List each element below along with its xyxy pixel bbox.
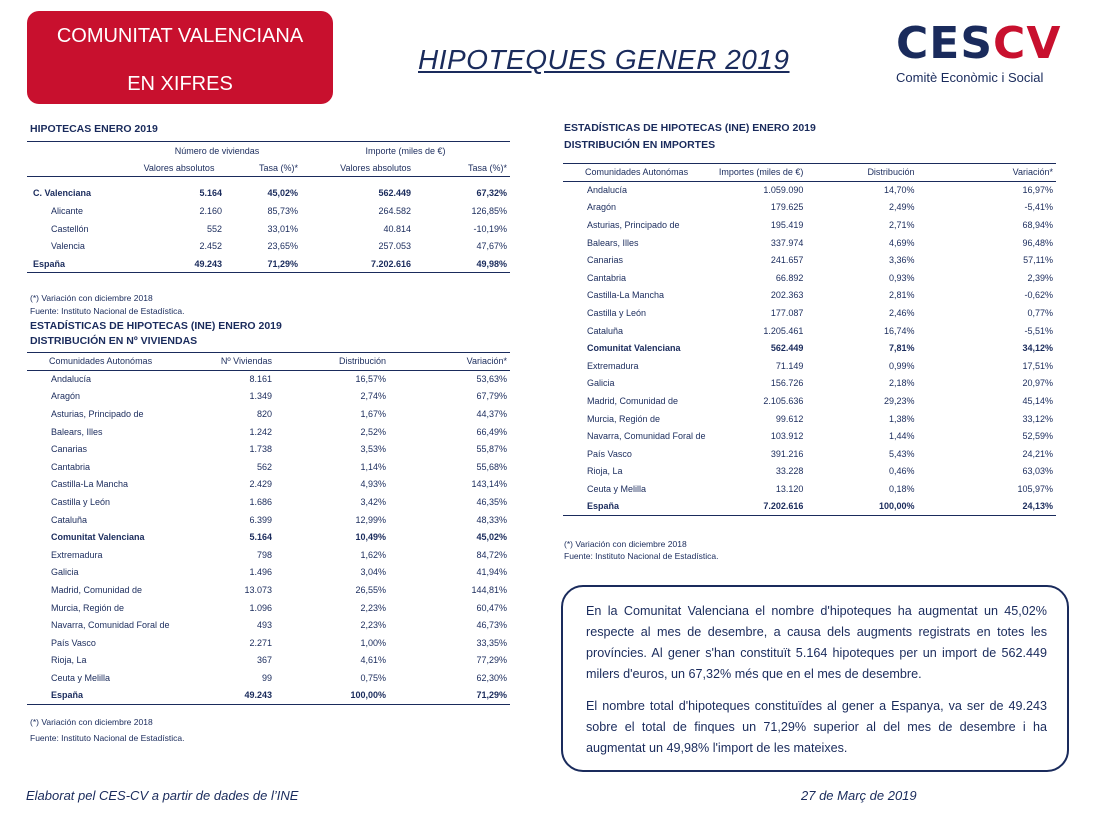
- table-cell: 29,23%: [883, 396, 915, 407]
- region-badge: [27, 11, 333, 104]
- table-cell: 33.228: [775, 466, 804, 477]
- hipotecas-table: [27, 141, 510, 273]
- table-cell: 33,35%: [476, 637, 507, 648]
- summary-paragraph-1: En la Comunitat Valenciana el nombre d'hipoteques ha augmentat un 45,02% respecte al mes de desembre, a causa dels augments registrats en totes les províncies. Al gener s'han constituït 5.164 hipoteques per un import de 562.449 milers d'euros, un 67,32% més que en el mes de desembre.: [586, 604, 1047, 681]
- badge-line2: EN XIFRES: [127, 73, 233, 95]
- row-label: Asturias, Principado de: [587, 220, 680, 231]
- table-cell: 85,73%: [267, 206, 298, 217]
- table2-col-header: [27, 353, 510, 371]
- table-row: [563, 427, 1056, 445]
- table-row: [563, 181, 1056, 199]
- col-header: Comunidades Autonómas: [563, 164, 716, 182]
- table-cell: 2.105.636: [763, 396, 804, 407]
- row-label: Ceuta y Melilla: [51, 672, 111, 683]
- table-cell: 5,43%: [888, 448, 915, 459]
- row-label: País Vasco: [587, 448, 632, 459]
- table1-note: (*) Variación con diciembre 2018: [30, 293, 153, 303]
- col-header: Variación*: [389, 353, 510, 371]
- table-cell: 26,55%: [355, 585, 386, 596]
- table-cell: 144,81%: [471, 585, 507, 596]
- table-cell: 34,12%: [1022, 343, 1053, 354]
- table-cell: 1,62%: [360, 549, 386, 560]
- table-cell: 820: [256, 409, 272, 420]
- table-cell: 71,29%: [389, 687, 510, 705]
- table-cell: 1,00%: [360, 637, 386, 648]
- table-cell: 20,97%: [1022, 378, 1053, 389]
- table-cell: 48,33%: [476, 514, 507, 525]
- table3-col-header: [563, 164, 1056, 182]
- row-label: Navarra, Comunidad Foral de: [51, 620, 170, 631]
- table-row: [563, 445, 1056, 463]
- table-cell: 1,14%: [360, 461, 386, 472]
- row-label: Cataluña: [51, 514, 88, 525]
- row-label: Castellón: [51, 223, 89, 234]
- table-row: [27, 255, 510, 273]
- table-cell: 1,44%: [888, 431, 915, 442]
- table-cell: 1.738: [249, 444, 272, 455]
- table-cell: 14,70%: [883, 185, 915, 196]
- table-cell: 1.349: [249, 391, 272, 402]
- table-cell: 2,46%: [888, 308, 915, 319]
- table-cell: 2.160: [199, 206, 222, 217]
- table2-title: ESTADÍSTICAS DE HIPOTECAS (INE) ENERO 2019: [30, 320, 282, 332]
- table-cell: 41,94%: [476, 567, 507, 578]
- row-label: Comunitat Valenciana: [587, 343, 681, 354]
- table-row: [27, 634, 510, 652]
- col-header: Valores absolutos: [301, 159, 414, 177]
- table-cell: 4,93%: [360, 479, 386, 490]
- table-cell: 1.242: [249, 426, 272, 437]
- table-row: [563, 357, 1056, 375]
- table-cell: 3,53%: [360, 444, 386, 455]
- table-row: [27, 493, 510, 511]
- table-cell: 257.053: [378, 241, 411, 252]
- table-cell: 2,23%: [360, 602, 386, 613]
- table-cell: 1,38%: [888, 413, 915, 424]
- table-cell: 2.429: [249, 479, 272, 490]
- row-label: España: [27, 255, 133, 273]
- table-cell: 195.419: [770, 220, 804, 231]
- table-cell: 13.120: [775, 483, 804, 494]
- table-cell: 3,42%: [360, 497, 386, 508]
- table-cell: 337.974: [770, 237, 804, 248]
- table-cell: 77,29%: [476, 655, 507, 666]
- table-cell: 5.164: [199, 188, 222, 199]
- table-cell: 45,02%: [267, 188, 298, 199]
- row-label: C. Valenciana: [33, 188, 92, 199]
- table-cell: 7,81%: [888, 343, 915, 354]
- row-label: Andalucía: [587, 185, 628, 196]
- logo-ces: CES: [896, 18, 994, 69]
- table-row: [27, 511, 510, 529]
- table-row: [563, 287, 1056, 305]
- table-cell: 67,79%: [476, 391, 507, 402]
- col-header: Variación*: [917, 164, 1056, 182]
- table2-note: (*) Variación con diciembre 2018: [30, 717, 153, 727]
- row-label: Rioja, La: [51, 655, 87, 666]
- table-cell: 2,71%: [888, 220, 915, 231]
- table-cell: 2,74%: [360, 391, 386, 402]
- table-cell: 63,03%: [1022, 466, 1053, 477]
- table2-subtitle: DISTRIBUCIÓN EN Nº VIVIENDAS: [30, 335, 198, 347]
- table-cell: 96,48%: [1022, 237, 1053, 248]
- table-cell: 99.612: [775, 413, 804, 424]
- col-header: Comunidades Autonómas: [27, 353, 217, 371]
- table-cell: 55,87%: [476, 444, 507, 455]
- table-cell: 7.202.616: [301, 255, 414, 273]
- table-cell: 562.449: [770, 343, 804, 354]
- table-cell: 0,46%: [888, 466, 915, 477]
- table-cell: 24,21%: [1022, 448, 1053, 459]
- row-label: Galicia: [587, 378, 615, 389]
- row-label: Extremadura: [587, 360, 639, 371]
- badge-line1: COMUNITAT VALENCIANA: [56, 25, 304, 47]
- table-cell: 367: [256, 655, 272, 666]
- table-row: [27, 405, 510, 423]
- table-cell: -5,41%: [1024, 202, 1053, 213]
- row-label: Castilla-La Mancha: [587, 290, 665, 301]
- table-cell: 2,23%: [360, 620, 386, 631]
- row-label: Murcia, Región de: [587, 413, 661, 424]
- table-row: [27, 440, 510, 458]
- table-cell: 2,18%: [888, 378, 915, 389]
- table-row: [27, 220, 510, 238]
- table1-source: Fuente: Instituto Nacional de Estadística.: [30, 306, 185, 316]
- table-cell: 100,00%: [806, 498, 917, 516]
- table-cell: 47,67%: [476, 241, 507, 252]
- table-cell: 49,98%: [414, 255, 510, 273]
- row-label: Cantabria: [51, 461, 91, 472]
- table-row: [27, 423, 510, 441]
- footer-date: 27 de Març de 2019: [801, 788, 917, 803]
- table-cell: 2,52%: [360, 426, 386, 437]
- table-row: [27, 370, 510, 388]
- table-cell: 4,69%: [888, 237, 915, 248]
- table-cell: 105,97%: [1017, 483, 1053, 494]
- footer-source: Elaborat pel CES-CV a partir de dades de l’INE: [26, 788, 299, 803]
- table-row: [27, 669, 510, 687]
- summary-textbox: [561, 585, 1069, 772]
- logo-cv: CV: [993, 18, 1062, 69]
- table-row: [27, 476, 510, 494]
- table-row: [27, 202, 510, 220]
- ces-cv-logo: [896, 18, 1062, 87]
- table-row: [27, 237, 510, 255]
- table-row: [563, 339, 1056, 357]
- table-cell: 66.892: [775, 272, 804, 283]
- row-label: Balears, Illes: [587, 237, 639, 248]
- table-cell: 66,49%: [476, 426, 507, 437]
- table3-title: ESTADÍSTICAS DE HIPOTECAS (INE) ENERO 2019: [564, 122, 816, 134]
- row-label: Andalucía: [51, 374, 92, 385]
- table-row: [27, 528, 510, 546]
- table-cell: -10,19%: [473, 223, 507, 234]
- table-cell: 23,65%: [267, 241, 298, 252]
- table-cell: -5,51%: [1024, 325, 1053, 336]
- table-cell: 100,00%: [275, 687, 389, 705]
- table3-subtitle: DISTRIBUCIÓN EN IMPORTES: [564, 139, 716, 151]
- table-row: [563, 251, 1056, 269]
- table-cell: 46,35%: [476, 497, 507, 508]
- table-cell: 17,51%: [1022, 360, 1053, 371]
- row-label: Balears, Illes: [51, 426, 103, 437]
- row-label: Madrid, Comunidad de: [51, 585, 143, 596]
- table1-group-header: [27, 142, 510, 160]
- table-cell: 1.205.461: [763, 325, 804, 336]
- row-label: Rioja, La: [587, 466, 623, 477]
- row-label: País Vasco: [51, 637, 96, 648]
- col-header: Nº Viviendas: [217, 353, 275, 371]
- table-cell: 49.243: [133, 255, 225, 273]
- row-label: Castilla-La Mancha: [51, 479, 129, 490]
- table-cell: 156.726: [770, 378, 804, 389]
- table-cell: 45,02%: [476, 532, 507, 543]
- table-cell: 1.096: [249, 602, 272, 613]
- table-row: [563, 216, 1056, 234]
- table-row: [27, 652, 510, 670]
- table-cell: 40.814: [383, 223, 411, 234]
- col-header: Distribución: [806, 164, 917, 182]
- table-row: [563, 498, 1056, 516]
- summary-paragraph-2: El nombre total d'hipoteques constituïdes al gener a Espanya, va ser de 49.243 sobre el total de finques un 71,29% superior al del mes de desembre i ha augmentat un 49,98% l'import de les mateixes.: [586, 699, 1047, 755]
- table-cell: 57,11%: [1023, 255, 1053, 266]
- table-cell: 67,32%: [476, 188, 507, 199]
- col-header: Tasa (%)*: [225, 159, 301, 177]
- col-header: Valores absolutos: [133, 159, 225, 177]
- table-row: [563, 480, 1056, 498]
- table-cell: 179.625: [770, 202, 804, 213]
- table-row: [27, 185, 510, 203]
- table-row: [563, 304, 1056, 322]
- table-cell: 55,68%: [476, 461, 507, 472]
- table-cell: 552: [206, 223, 222, 234]
- col-header: Importes (miles de €): [716, 164, 807, 182]
- table-cell: 12,99%: [355, 514, 386, 525]
- row-label: Asturias, Principado de: [51, 409, 144, 420]
- row-label: España: [563, 498, 716, 516]
- table-cell: 1.059.090: [763, 185, 804, 196]
- row-label: Cantabria: [587, 272, 627, 283]
- table-cell: 13.073: [244, 585, 272, 596]
- table-cell: 33,12%: [1022, 413, 1053, 424]
- table3-source: Fuente: Instituto Nacional de Estadística.: [564, 551, 719, 561]
- row-label: Ceuta y Melilla: [587, 483, 647, 494]
- table-cell: 44,37%: [476, 409, 507, 420]
- group-viviendas: Número de viviendas: [174, 145, 260, 156]
- table-cell: 62,30%: [476, 672, 507, 683]
- table-cell: 33,01%: [267, 223, 298, 234]
- row-label: Navarra, Comunidad Foral de: [587, 431, 706, 442]
- table-cell: 10,49%: [355, 532, 386, 543]
- table-cell: 7.202.616: [716, 498, 807, 516]
- table-cell: 126,85%: [471, 206, 507, 217]
- table-cell: 2,49%: [888, 202, 915, 213]
- table-cell: 24,13%: [917, 498, 1056, 516]
- row-label: Comunitat Valenciana: [51, 532, 145, 543]
- table-cell: 16,97%: [1022, 185, 1053, 196]
- row-label: Canarias: [587, 255, 624, 266]
- table-cell: 177.087: [770, 308, 804, 319]
- table-cell: 45,14%: [1022, 396, 1053, 407]
- table-cell: 8.161: [249, 374, 272, 385]
- table-row: [27, 564, 510, 582]
- table-row: [27, 546, 510, 564]
- table-row: [563, 199, 1056, 217]
- importes-table: [563, 163, 1056, 516]
- row-label: Alicante: [51, 206, 84, 217]
- table2-source: Fuente: Instituto Nacional de Estadística.: [30, 733, 185, 743]
- row-label: Galicia: [51, 567, 79, 578]
- table-cell: 0,93%: [888, 272, 915, 283]
- table1-title: HIPOTECAS ENERO 2019: [30, 123, 158, 135]
- table-cell: -0,62%: [1024, 290, 1053, 301]
- table-cell: 493: [256, 620, 272, 631]
- col-header: Tasa (%)*: [414, 159, 510, 177]
- table-cell: 0,18%: [888, 483, 915, 494]
- table-cell: 6.399: [249, 514, 272, 525]
- table-row: [27, 687, 510, 705]
- table-cell: 2,39%: [1027, 272, 1053, 283]
- table-cell: 71,29%: [225, 255, 301, 273]
- table-cell: 1,67%: [360, 409, 386, 420]
- table-cell: 2.452: [199, 241, 222, 252]
- table-cell: 0,99%: [888, 360, 915, 371]
- row-label: Valencia: [51, 241, 85, 252]
- page-title: HIPOTEQUES GENER 2019: [418, 44, 790, 75]
- table-cell: 1.686: [249, 497, 272, 508]
- table-cell: 49.243: [217, 687, 275, 705]
- table-row: [27, 388, 510, 406]
- table-cell: 68,94%: [1022, 220, 1053, 231]
- table-row: [27, 581, 510, 599]
- table-cell: 143,14%: [471, 479, 507, 490]
- table-row: [563, 463, 1056, 481]
- table-cell: 2,81%: [888, 290, 915, 301]
- table-cell: 60,47%: [476, 602, 507, 613]
- row-label: Extremadura: [51, 549, 103, 560]
- row-label: Aragón: [51, 391, 81, 402]
- table-cell: 0,77%: [1027, 308, 1053, 319]
- table-row: [563, 392, 1056, 410]
- row-label: Castilla y León: [587, 308, 647, 319]
- table-cell: 16,74%: [883, 325, 915, 336]
- table-cell: 99: [261, 672, 272, 683]
- table-cell: 0,75%: [360, 672, 386, 683]
- table-cell: 202.363: [770, 290, 804, 301]
- table-cell: 4,61%: [360, 655, 386, 666]
- table3-note: (*) Variación con diciembre 2018: [564, 539, 687, 549]
- logo-subtitle: Comitè Econòmic i Social: [896, 70, 1044, 85]
- table-cell: 3,36%: [888, 255, 915, 266]
- table-cell: 71.149: [775, 360, 804, 371]
- table-row: [563, 375, 1056, 393]
- row-label: Cataluña: [587, 325, 624, 336]
- table-cell: 562.449: [378, 188, 411, 199]
- row-label: Castilla y León: [51, 497, 111, 508]
- table-cell: 16,57%: [355, 374, 386, 385]
- row-label: Canarias: [51, 444, 88, 455]
- table-cell: 241.657: [770, 255, 804, 266]
- table-row: [27, 458, 510, 476]
- table-cell: 103.912: [770, 431, 804, 442]
- table-row: [563, 410, 1056, 428]
- table-cell: 2.271: [249, 637, 272, 648]
- table-row: [563, 234, 1056, 252]
- table-row: [27, 616, 510, 634]
- table-cell: 46,73%: [476, 620, 507, 631]
- table-cell: 391.216: [770, 448, 804, 459]
- table-cell: 798: [256, 549, 272, 560]
- table-cell: 84,72%: [476, 549, 507, 560]
- row-label: Murcia, Región de: [51, 602, 125, 613]
- table-row: [563, 322, 1056, 340]
- table-cell: 53,63%: [476, 374, 507, 385]
- table-cell: 1.496: [249, 567, 272, 578]
- viviendas-table: [27, 352, 510, 705]
- row-label: Aragón: [587, 202, 617, 213]
- table-cell: 562: [256, 461, 272, 472]
- table-cell: 5.164: [249, 532, 272, 543]
- table-cell: 3,04%: [360, 567, 386, 578]
- table-cell: 264.582: [378, 206, 411, 217]
- table1-col-header: [27, 159, 510, 177]
- col-header: Distribución: [275, 353, 389, 371]
- table-row: [563, 269, 1056, 287]
- row-label: Madrid, Comunidad de: [587, 396, 679, 407]
- row-label: España: [27, 687, 217, 705]
- table-cell: 52,59%: [1022, 431, 1053, 442]
- table-row: [27, 599, 510, 617]
- group-importe: Importe (miles de €): [365, 145, 446, 156]
